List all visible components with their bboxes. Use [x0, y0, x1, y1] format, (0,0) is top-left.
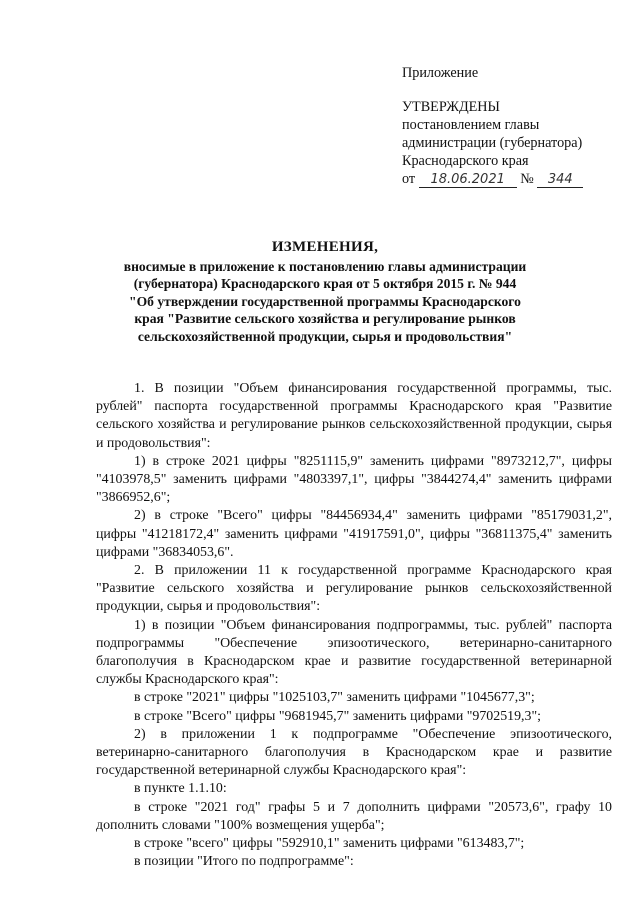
paragraph: в строке "всего" цифры "592910,1" заменить цифрами "613483,7";: [134, 836, 525, 852]
handwritten-number: 344: [537, 172, 583, 188]
paragraph: в строке "Всего" цифры "9681945,7" заменить цифрами "9702519,3";: [134, 708, 541, 724]
paragraph: 2) в строке "Всего" цифры "84456934,4" заменить цифрами "85179031,2", цифры "41218172,4" заменить цифрами "41917591,0", цифры "36811375,4" заменить цифрами "36834053,6".: [96, 508, 612, 560]
paragraph: в пункте 1.1.10:: [134, 781, 227, 797]
document-heading: [80, 239, 570, 346]
paragraph: 1) в строке 2021 цифры "8251115,9" заменить цифрами "8973212,7", цифры "4103978,5" заменить цифрами "4803397,1", цифры "3844274,4" заменить цифрами "3866952,6";: [96, 453, 612, 506]
paragraph: 2. В приложении 11 к государственной программе Краснодарского края "Развитие сельского хозяйства и регулирование рынков сельскохозяйственной продукции, сырья и продовольствия":: [96, 563, 612, 615]
paragraph: в строке "2021 год" графы 5 и 7 дополнить цифрами "20573,6", графу 10 дополнить словами "100% возмещения ущерба";: [96, 799, 612, 833]
paragraph: 1) в позиции "Объем финансирования подпрограммы, тыс. рублей" паспорта подпрограммы "Обеспечение эпизоотического, ветеринарно-санитарного благополучия в Краснодарском крае и развитие государственной ветеринарной службы Краснодарского края":: [96, 617, 612, 688]
spacer: [402, 82, 632, 98]
heading-line: сельскохозяйственной продукции, сырья и продовольствия": [137, 328, 513, 344]
heading-line: "Об утверждении государственной программы Краснодарского: [129, 293, 521, 309]
heading-line: края "Развитие сельского хозяйства и регулирование рынков: [134, 311, 516, 327]
appendix-label: Приложение: [402, 65, 479, 81]
paragraph: 1. В позиции "Объем финансирования государственной программы, тыс. рублей" паспорта государственной программы Краснодарского края "Развитие сельского хозяйства и регулирование рынков сельскохозяйственной продукции, сырья и продовольствия":: [96, 381, 612, 451]
handwritten-date: 18.06.2021: [419, 172, 517, 188]
approval-date-row: [402, 170, 632, 188]
approved-label: УТВЕРЖДЕНЫ: [402, 99, 500, 115]
heading-title: ИЗМЕНЕНИЯ,: [271, 239, 379, 255]
approval-line-3: Краснодарского края: [402, 153, 529, 169]
number-label: №: [520, 171, 534, 187]
heading-line: (губернатора) Краснодарского края от 5 октября 2015 г. № 944: [133, 276, 517, 292]
heading-line: вносимые в приложение к постановлению главы администрации: [123, 258, 527, 274]
paragraph: в строке "2021" цифры "1025103,7" заменить цифрами "1045677,3";: [134, 690, 535, 706]
approval-block: [402, 64, 632, 188]
approval-line-1: постановлением главы: [402, 117, 540, 133]
paragraph: в позиции "Итого по подпрограмме":: [134, 854, 354, 870]
from-label: от: [402, 171, 416, 187]
document-body: [96, 380, 612, 871]
paragraph: 2) в приложении 1 к подпрограмме "Обеспечение эпизоотического, ветеринарно-санитарного благополучия в Краснодарском крае и развитие государственной ветеринарной службы Краснодарского края":: [96, 726, 612, 779]
approval-line-2: администрации (губернатора): [402, 135, 583, 151]
